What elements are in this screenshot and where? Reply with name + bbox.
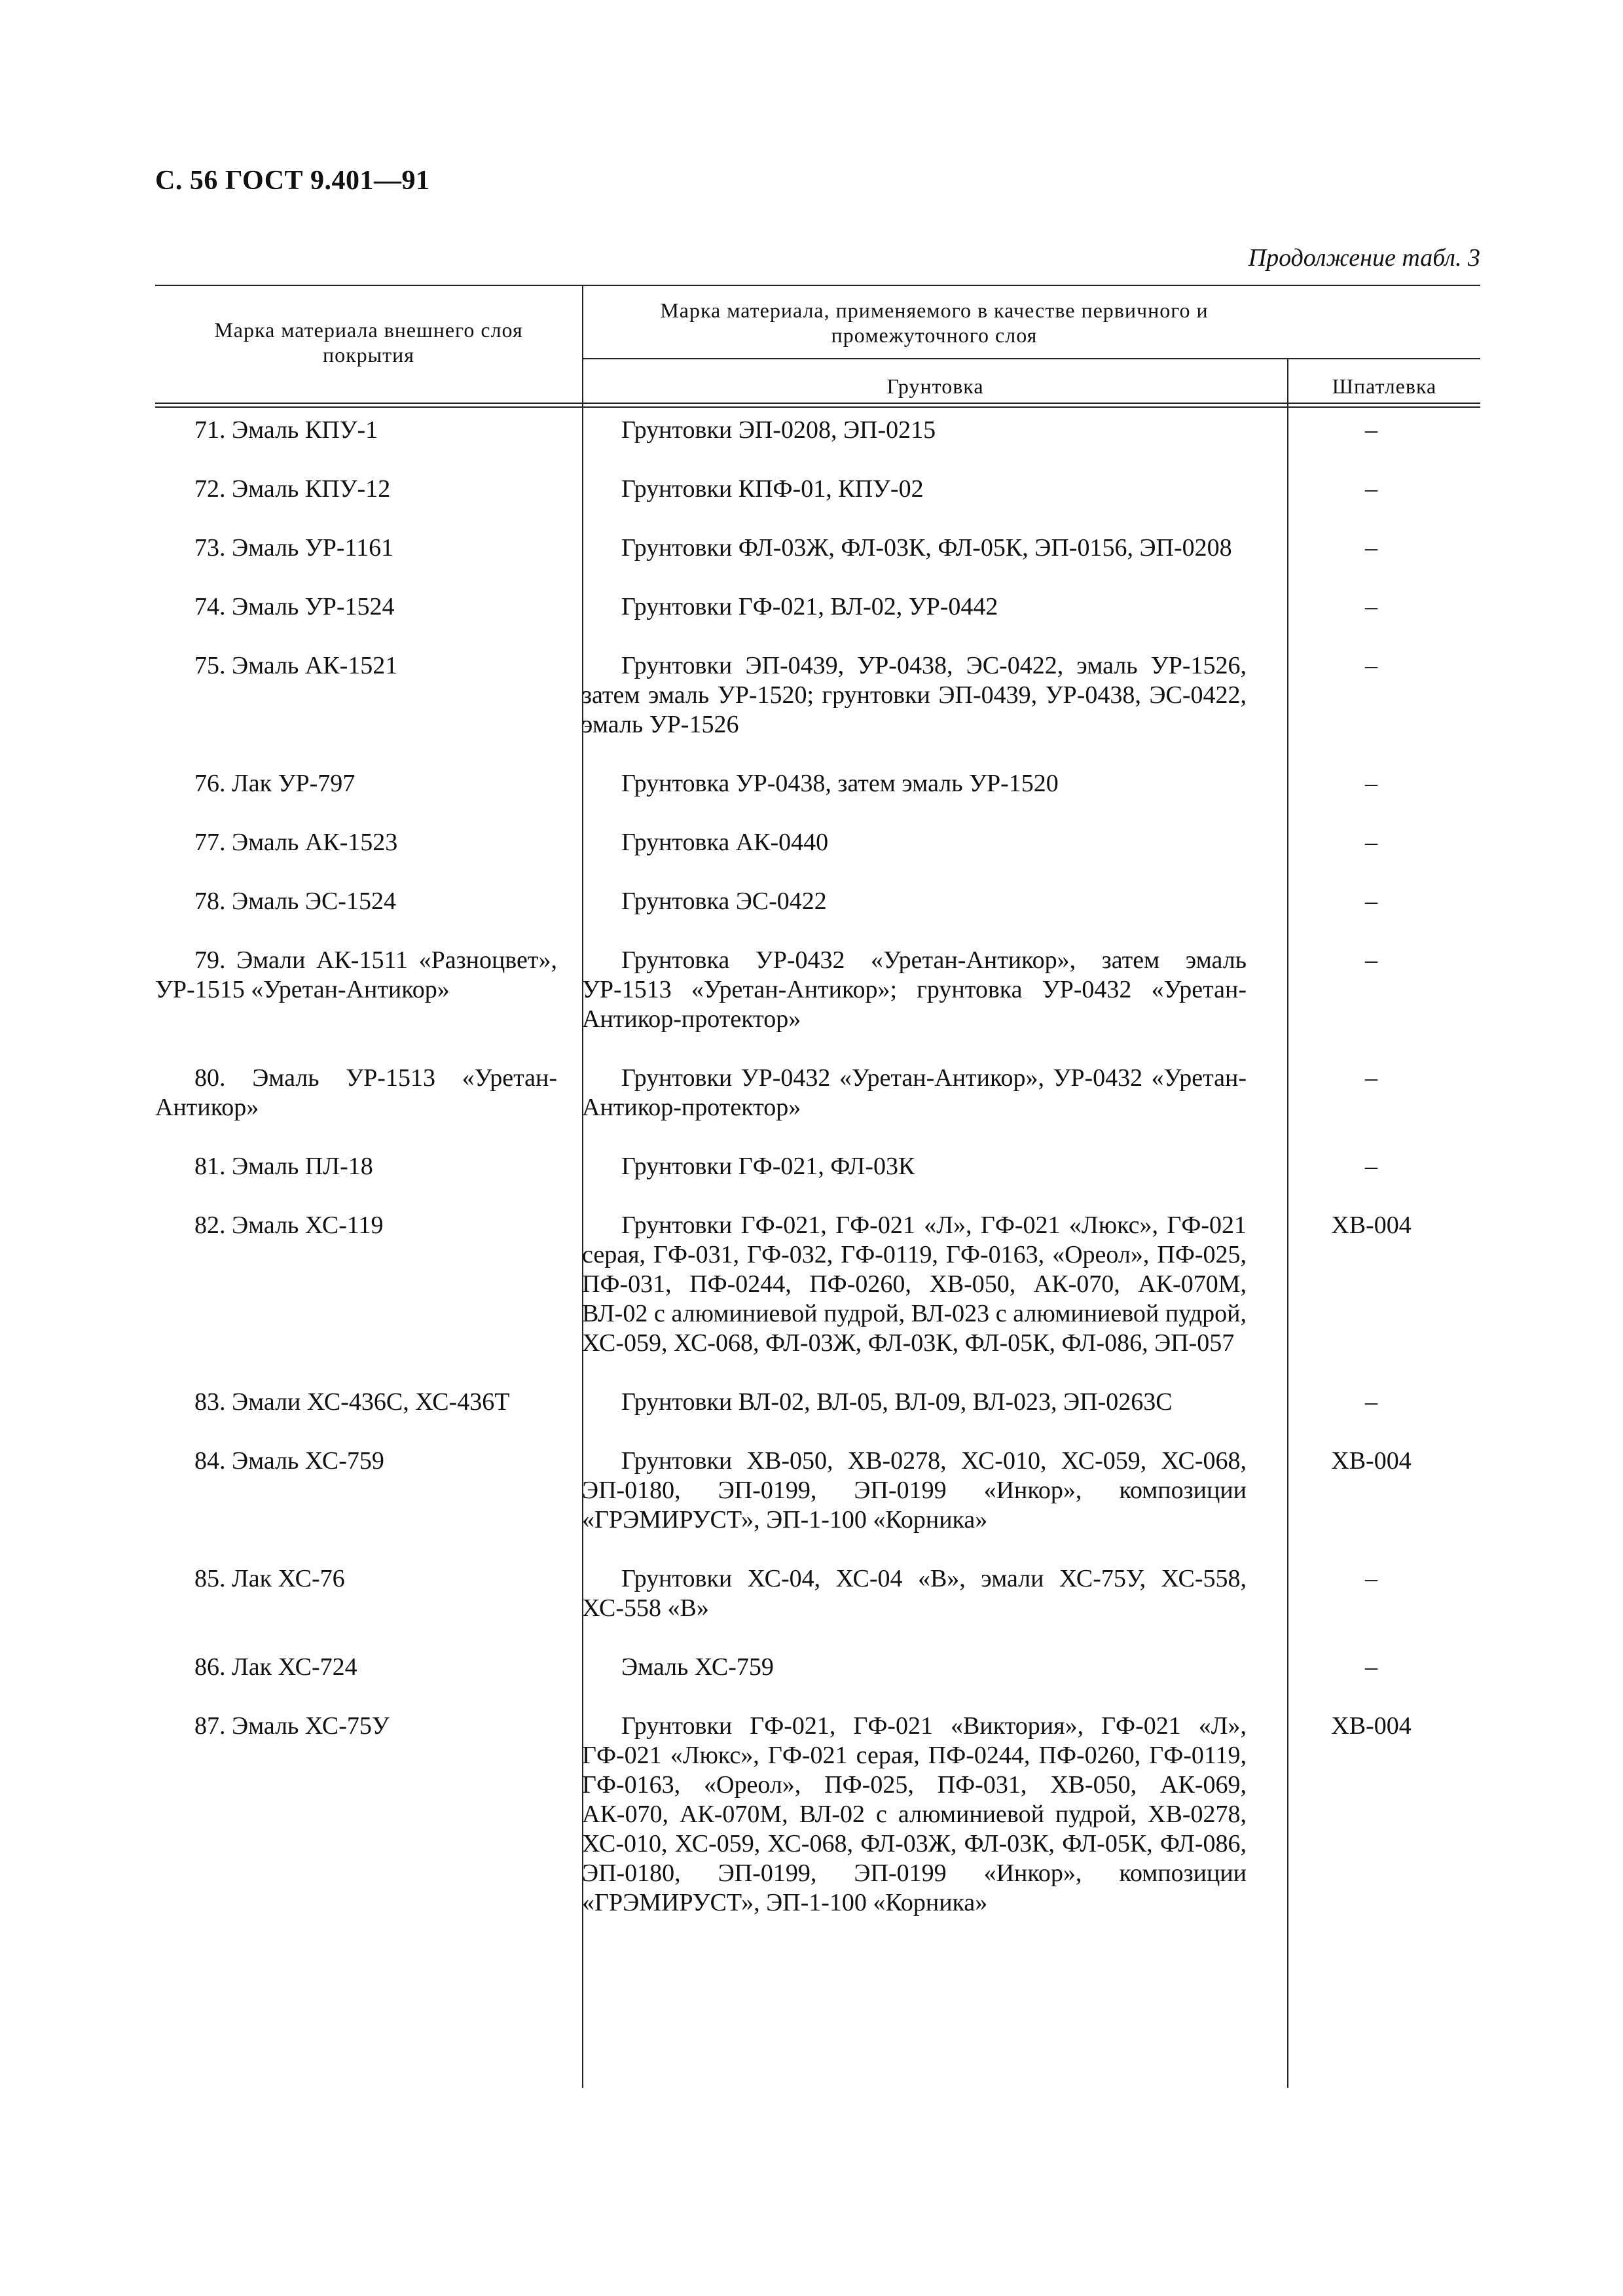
outer-layer-cell: 79. Эмали АК-1511 «Разноцвет», УР-1515 «Уретан-Антикор» — [155, 946, 557, 1003]
header-bottom-rule-double — [155, 406, 1480, 408]
table-row — [155, 1064, 1480, 1122]
table-row — [155, 887, 1480, 916]
outer-layer-cell: 81. Эмаль ПЛ-18 — [194, 1153, 373, 1180]
outer-layer-cell: 84. Эмаль ХС-759 — [194, 1447, 384, 1475]
primer-cell: Грунтовки ХВ-050, ХВ-0278, ХС-010, ХС-059, ХС-068, ЭП-0180, ЭП-0199, ЭП-0199 «Инкор», композиции «ГРЭМИРУСТ», ЭП-1-100 «Корника» — [582, 1447, 1247, 1534]
putty-cell: – — [1365, 1653, 1377, 1681]
primer-cell: Грунтовки УР-0432 «Уретан-Антикор», УР-0432 «Уретан-Антикор-протектор» — [582, 1064, 1247, 1121]
primer-cell: Грунтовки ЭП-0439, УР-0438, ЭС-0422, эмаль УР-1526, затем эмаль УР-1520; грунтовки ЭП-0439, УР-0438, ЭС-0422, эмаль УР-1526 — [582, 652, 1247, 738]
putty-cell: – — [1365, 946, 1377, 974]
header-mid-rule — [582, 358, 1480, 359]
primer-cell: Грунтовка ЭС-0422 — [621, 888, 827, 915]
table-top-rule — [155, 285, 1480, 286]
putty-cell: – — [1365, 770, 1377, 797]
outer-layer-cell: 86. Лак ХС-724 — [194, 1653, 357, 1681]
table-row — [155, 1712, 1480, 1918]
putty-cell: – — [1365, 829, 1377, 856]
primer-cell: Грунтовки ГФ-021, ГФ-021 «Виктория», ГФ-021 «Л», ГФ-021 «Люкс», ГФ-021 серая, ПФ-0244, ПФ-0260, ГФ-0119, ГФ-0163, «Ореол», ПФ-025, ПФ-031, ХВ-050, АК-069, АК-070, АК-070М, ВЛ-02 с алюминиевой пудрой, ХВ-0278, ХС-010, ХС-059, ХС-068, ФЛ-03Ж, ФЛ-03К, ФЛ-05К, ФЛ-086, ЭП-0180, ЭП-0199, ЭП-0199 «Инкор», композиции «ГРЭМИРУСТ», ЭП-1-100 «Корника» — [582, 1712, 1247, 1916]
putty-cell: – — [1365, 593, 1377, 620]
primer-cell: Грунтовка АК-0440 — [621, 829, 829, 856]
table-row — [155, 475, 1480, 504]
table-row — [155, 1446, 1480, 1535]
table-row — [155, 1388, 1480, 1417]
outer-layer-cell: 82. Эмаль ХС-119 — [194, 1211, 384, 1239]
primer-cell: Грунтовки КПФ-01, КПУ-02 — [621, 475, 924, 503]
table-row — [155, 651, 1480, 740]
putty-cell: – — [1365, 652, 1377, 679]
outer-layer-cell: 83. Эмали ХС-436С, ХС-436Т — [194, 1388, 510, 1416]
header-outer-layer: Марка материала внешнего слоя покрытия — [214, 318, 523, 367]
putty-cell: ХВ-004 — [1331, 1712, 1412, 1740]
header-primer: Грунтовка — [886, 374, 984, 398]
primer-cell: Грунтовки ГФ-021, ГФ-021 «Л», ГФ-021 «Люкс», ГФ-021 серая, ГФ-031, ГФ-032, ГФ-0119, ГФ-0163, «Ореол», ПФ-025, ПФ-031, ПФ-0244, ПФ-0260, ХВ-050, АК-070, АК-070М, ВЛ-02 с алюминиевой пудрой, ВЛ-023 с алюминиевой пудрой, ХС-059, ХС-068, ФЛ-03Ж, ФЛ-03К, ФЛ-05К, ФЛ-086, ЭП-057 — [582, 1211, 1247, 1357]
putty-cell: ХВ-004 — [1331, 1211, 1412, 1239]
header-bottom-rule — [155, 403, 1480, 404]
header-primary-layer: Марка материала, применяемого в качестве первичного и промежуточного слоя — [660, 298, 1209, 347]
coatings-table — [155, 285, 1480, 2088]
table-row — [155, 1152, 1480, 1181]
page-header: С. 56 ГОСТ 9.401—91 — [155, 166, 430, 196]
putty-cell: – — [1365, 1153, 1377, 1180]
primer-cell: Грунтовки ГФ-021, ФЛ-03К — [621, 1153, 915, 1180]
primer-cell: Эмаль ХС-759 — [621, 1653, 774, 1681]
outer-layer-cell: 72. Эмаль КПУ-12 — [194, 475, 391, 503]
table-continuation-label: Продолжение табл. 3 — [1248, 244, 1480, 272]
table-row — [155, 828, 1480, 857]
outer-layer-cell: 78. Эмаль ЭС-1524 — [194, 888, 396, 915]
outer-layer-cell: 74. Эмаль УР-1524 — [194, 593, 395, 620]
putty-cell: – — [1365, 1388, 1377, 1416]
table-row — [155, 592, 1480, 622]
primer-cell: Грунтовки ГФ-021, ВЛ-02, УР-0442 — [621, 593, 998, 620]
outer-layer-cell: 80. Эмаль УР-1513 «Уретан-Антикор» — [155, 1064, 557, 1121]
header-putty: Шпатлевка — [1332, 374, 1437, 398]
primer-cell: Грунтовки ХС-04, ХС-04 «В», эмали ХС-75У, ХС-558, ХС-558 «В» — [582, 1565, 1247, 1622]
outer-layer-cell: 71. Эмаль КПУ-1 — [194, 416, 378, 444]
outer-layer-cell: 75. Эмаль АК-1521 — [194, 652, 398, 679]
table-row — [155, 416, 1480, 445]
primer-cell: Грунтовки ЭП-0208, ЭП-0215 — [621, 416, 936, 444]
outer-layer-cell: 87. Эмаль ХС-75У — [194, 1712, 390, 1740]
putty-cell: – — [1365, 1064, 1377, 1092]
primer-cell: Грунтовка УР-0432 «Уретан-Антикор», затем эмаль УР-1513 «Уретан-Антикор»; грунтовка УР-0432 «Уретан-Антикор-протектор» — [582, 946, 1247, 1033]
table-body — [155, 416, 1480, 1947]
primer-cell: Грунтовки ВЛ-02, ВЛ-05, ВЛ-09, ВЛ-023, ЭП-0263С — [621, 1388, 1173, 1416]
outer-layer-cell: 76. Лак УР-797 — [194, 770, 356, 797]
table-row — [155, 769, 1480, 798]
table-row — [155, 1653, 1480, 1682]
putty-cell: – — [1365, 475, 1377, 503]
outer-layer-cell: 73. Эмаль УР-1161 — [194, 534, 394, 562]
outer-layer-cell: 77. Эмаль АК-1523 — [194, 829, 398, 856]
table-row — [155, 1564, 1480, 1623]
putty-cell: – — [1365, 1565, 1377, 1592]
table-row — [155, 1211, 1480, 1358]
primer-cell: Грунтовки ФЛ-03Ж, ФЛ-03К, ФЛ-05К, ЭП-0156, ЭП-0208 — [621, 534, 1232, 562]
outer-layer-cell: 85. Лак ХС-76 — [194, 1565, 345, 1592]
table-row — [155, 533, 1480, 563]
table-row — [155, 946, 1480, 1034]
putty-cell: – — [1365, 888, 1377, 915]
primer-cell: Грунтовка УР-0438, затем эмаль УР-1520 — [621, 770, 1059, 797]
putty-cell: – — [1365, 416, 1377, 444]
putty-cell: – — [1365, 534, 1377, 562]
putty-cell: ХВ-004 — [1331, 1447, 1412, 1475]
